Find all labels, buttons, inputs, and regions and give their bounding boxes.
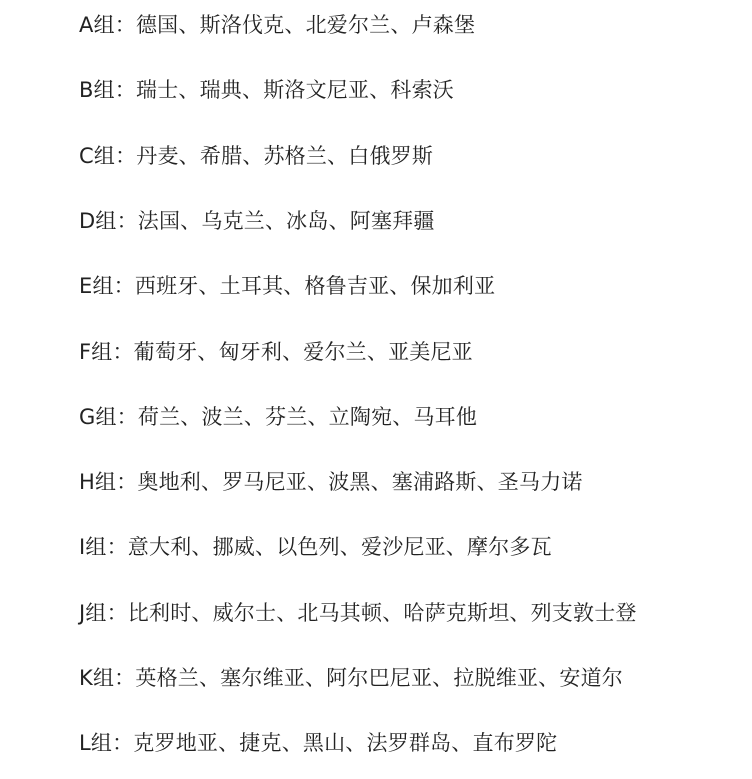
group-k-line: K组：英格兰、塞尔维亚、阿尔巴尼亚、拉脱维亚、安道尔 xyxy=(79,666,623,690)
group-i-line: I组：意大利、挪威、以色列、爱沙尼亚、摩尔多瓦 xyxy=(79,535,552,559)
group-g-line: G组：荷兰、波兰、芬兰、立陶宛、马耳他 xyxy=(79,405,478,429)
group-b-line: B组：瑞士、瑞典、斯洛文尼亚、科索沃 xyxy=(79,78,455,102)
group-a-line: A组：德国、斯洛伐克、北爱尔兰、卢森堡 xyxy=(79,13,476,37)
group-h-line: H组：奥地利、罗马尼亚、波黑、塞浦路斯、圣马力诺 xyxy=(79,470,583,494)
group-d-line: D组：法国、乌克兰、冰岛、阿塞拜疆 xyxy=(79,209,435,233)
group-l-line: L组：克罗地亚、捷克、黑山、法罗群岛、直布罗陀 xyxy=(79,731,558,755)
group-e-line: E组：西班牙、土耳其、格鲁吉亚、保加利亚 xyxy=(79,274,496,298)
group-c-line: C组：丹麦、希腊、苏格兰、白俄罗斯 xyxy=(79,144,434,168)
group-f-line: F组：葡萄牙、匈牙利、爱尔兰、亚美尼亚 xyxy=(79,340,473,364)
group-j-line: J组：比利时、威尔士、北马其顿、哈萨克斯坦、列支敦士登 xyxy=(79,601,637,625)
